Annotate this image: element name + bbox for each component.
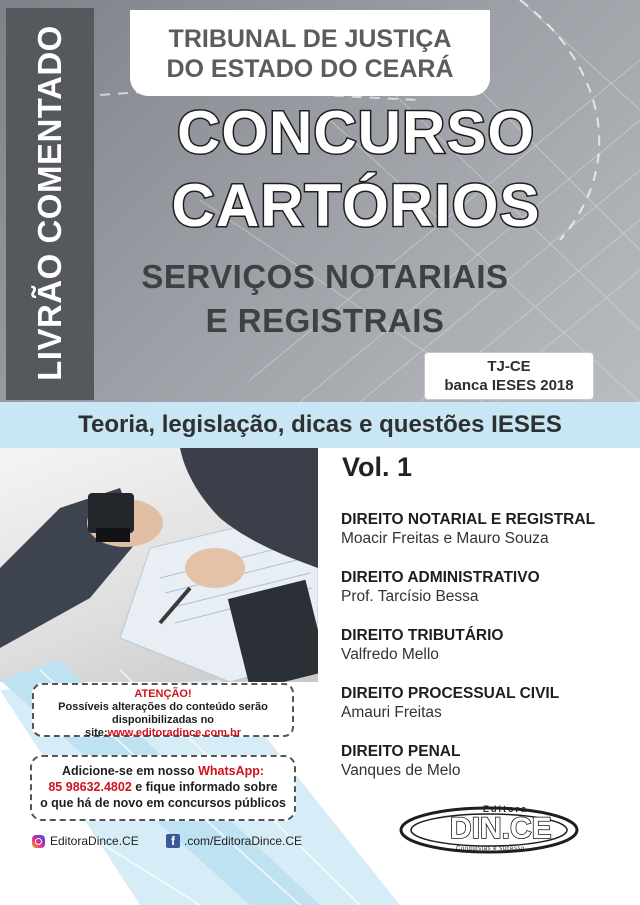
subject-authors: Valfredo Mello	[341, 646, 439, 663]
publisher-logo	[398, 802, 580, 858]
facebook-text: .com/EditoraDince.CE	[184, 834, 303, 848]
whatsapp-line-1-prefix: Adicione-se em nosso	[61, 764, 199, 778]
court-line-2: DO ESTADO DO CEARÁ	[166, 55, 454, 83]
instagram-text: EditoraDince.CE	[50, 834, 139, 848]
tagline: Teoria, legislação, dicas e questões IESES	[0, 402, 640, 448]
logo-slogan: Conquistas e sucesso	[456, 846, 525, 852]
subject-authors: Prof. Tarcísio Bessa	[341, 588, 479, 605]
whatsapp-line-2	[32, 779, 294, 795]
whatsapp-line-3: o que há de novo em concursos públicos	[40, 796, 286, 810]
subtitle-line-1: SERVIÇOS NOTARIAIS	[141, 258, 509, 295]
title-line-1: CONCURSO	[176, 99, 535, 166]
notice-line-1: Possíveis alterações do conteúdo serão	[58, 701, 268, 713]
logo-name: DIN.CE	[450, 812, 552, 845]
notice-line-2-prefix: disponibilizadas no site:	[84, 714, 215, 739]
notice-heading: ATENÇÃO!	[134, 688, 192, 700]
subject-name: DIREITO PROCESSUAL CIVIL	[341, 685, 560, 702]
subject-item	[341, 568, 631, 626]
subject-item	[341, 742, 631, 800]
instagram-handle[interactable]	[32, 834, 139, 848]
logo-top-text: Editora	[483, 804, 529, 814]
facebook-icon: f	[166, 834, 180, 848]
vertical-label: LIVRÃO COMENTADO	[31, 25, 68, 381]
whatsapp-line-1	[32, 757, 294, 779]
whatsapp-box	[30, 755, 296, 821]
subject-list	[341, 510, 631, 800]
notice-box	[32, 683, 294, 737]
photo-illustration	[0, 448, 318, 682]
subject-authors: Moacir Freitas e Mauro Souza	[341, 530, 549, 547]
subject-item	[341, 510, 631, 568]
title-line-2: CARTÓRIOS	[171, 172, 541, 239]
badge-line-1: TJ-CE	[487, 358, 531, 375]
subject-name: DIREITO PENAL	[341, 743, 461, 760]
whatsapp-phone[interactable]: 85 98632.4802	[48, 780, 132, 794]
notice-site-link[interactable]: www.editoradince.com.br	[107, 727, 242, 739]
subject-name: DIREITO TRIBUTÁRIO	[341, 627, 504, 644]
whatsapp-line-2-suffix: e fique informado sobre	[131, 780, 278, 794]
badge-line-2: banca IESES 2018	[444, 377, 574, 394]
volume-number: Vol. 1	[342, 452, 413, 482]
subject-authors: Amauri Freitas	[341, 704, 442, 721]
subject-item	[341, 626, 631, 684]
instagram-icon	[32, 835, 45, 848]
subject-name: DIREITO NOTARIAL E REGISTRAL	[341, 511, 596, 528]
cover-header	[0, 0, 640, 402]
court-line-1: TRIBUNAL DE JUSTIÇA	[168, 25, 452, 53]
facebook-handle[interactable]	[166, 834, 302, 848]
subtitle-line-2: E REGISTRAIS	[205, 302, 445, 339]
subject-name: DIREITO ADMINISTRATIVO	[341, 569, 540, 586]
court-box	[130, 10, 490, 96]
subject-item	[341, 684, 631, 742]
exam-badge	[424, 352, 594, 400]
subject-authors: Vanques de Melo	[341, 762, 461, 779]
notice-line-2	[34, 714, 292, 740]
whatsapp-label: WhatsApp:	[198, 764, 265, 778]
notary-stamp-photo	[0, 448, 318, 682]
